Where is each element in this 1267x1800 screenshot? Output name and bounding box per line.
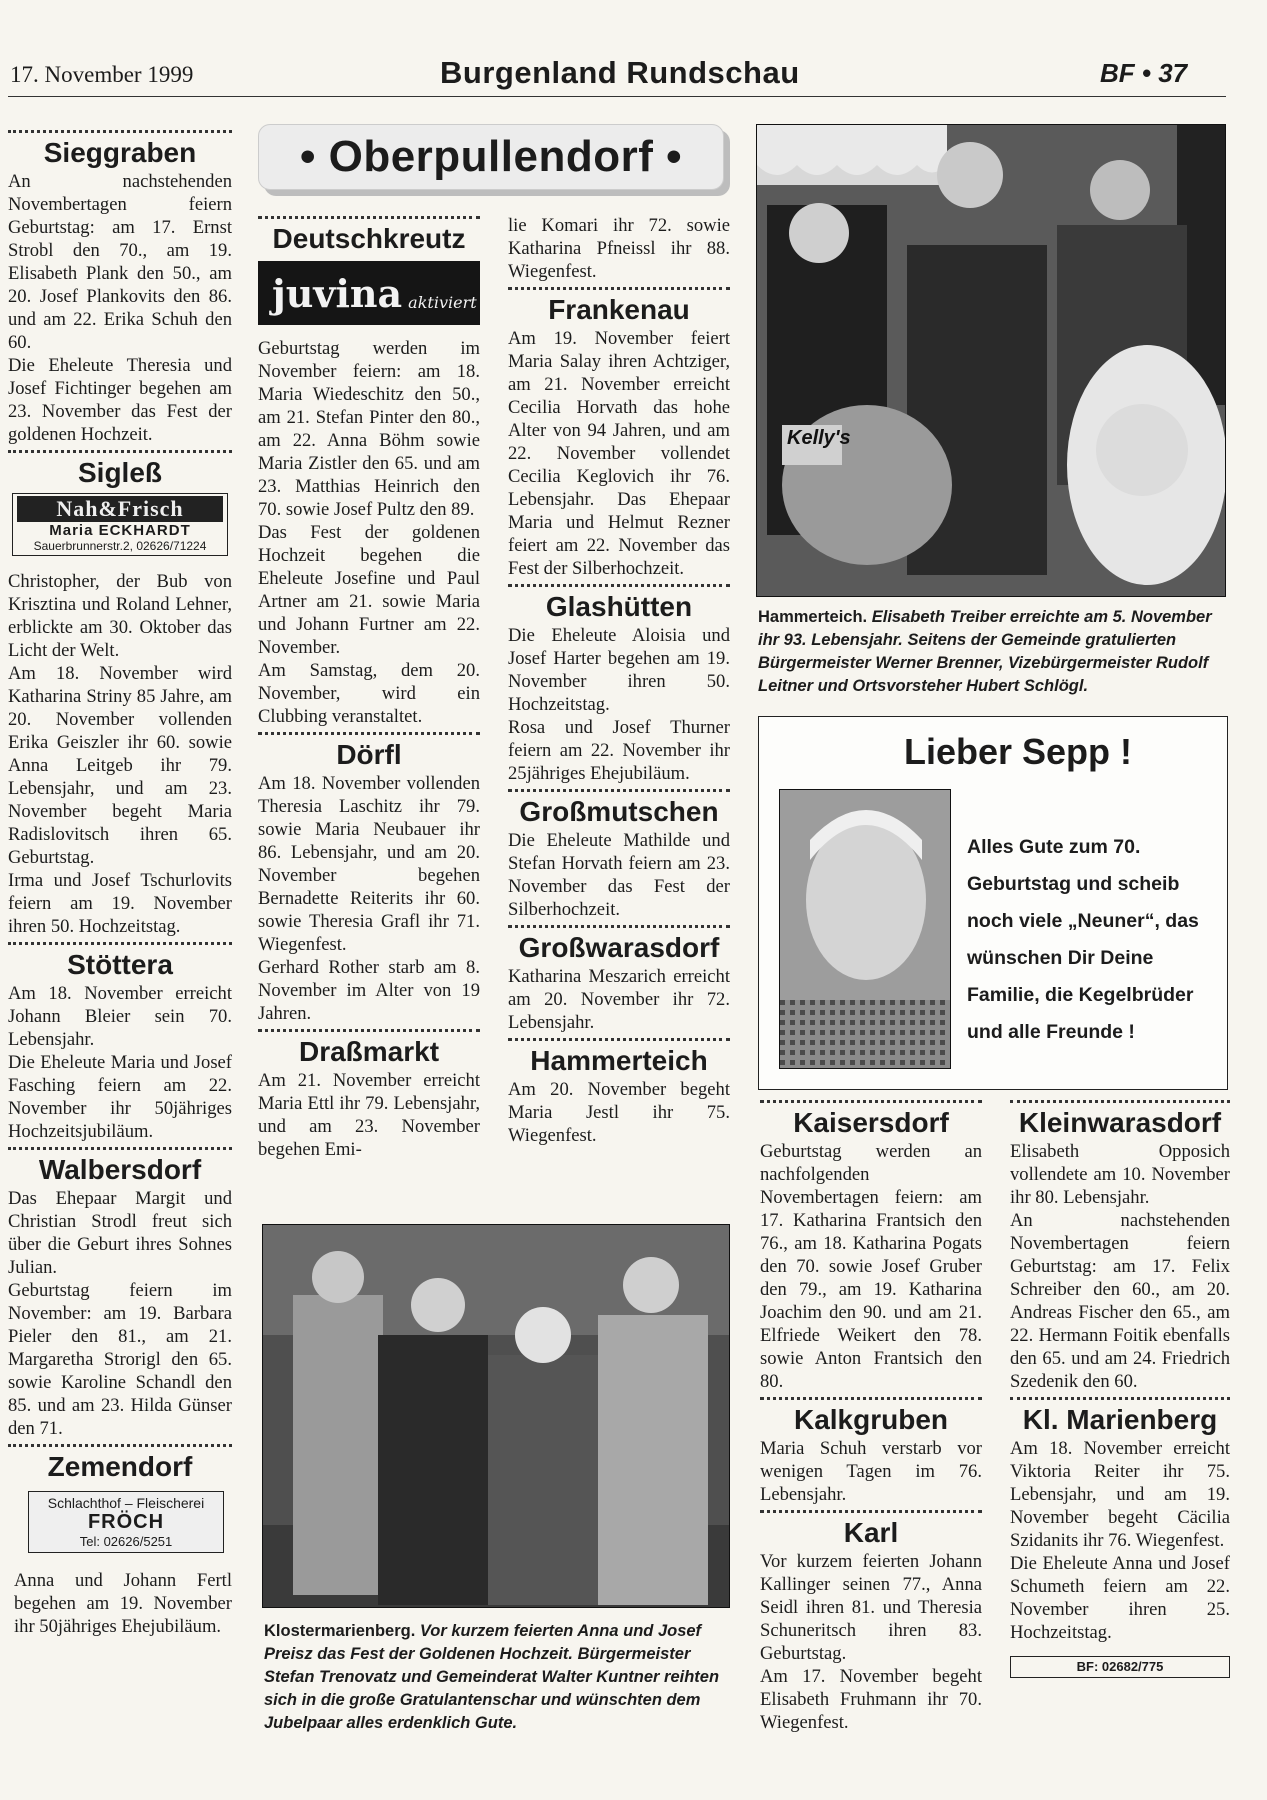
ad-nah-frisch (12, 493, 228, 556)
sepp-line-5: Familie, die Kegelbrüder (967, 984, 1194, 1006)
sepp-line-1: Alles Gute zum 70. (967, 836, 1141, 858)
sepp-line-3: noch viele „Neuner“, das (967, 910, 1199, 932)
heading-sieggraben: Sieggraben (43, 137, 197, 168)
text-stoettera-1: Am 18. November erreicht Johann Bleier sein 70. Lebensjahr. (8, 983, 232, 1050)
caption-klostermarienberg (264, 1620, 732, 1735)
divider (508, 287, 730, 290)
text-zemendorf-1: Anna und Johann Fertl begehen am 19. November ihr 50jähriges Ehejubiläum. (14, 1570, 232, 1637)
text-stoettera-2: Die Eheleute Maria und Josef Fasching feiern am 22. November ihr 50jähriges Hochzeitsjubiläum. (8, 1052, 232, 1142)
ad-lieber-sepp-message (967, 829, 1219, 1051)
ad-juvina (258, 261, 480, 325)
section-banner: • Oberpullendorf • (258, 124, 724, 190)
photo-hammerteich (756, 124, 1226, 597)
divider (258, 1029, 480, 1032)
caption-hammerteich-place: Hammerteich. (758, 608, 868, 626)
divider (760, 1397, 982, 1400)
divider (760, 1510, 982, 1513)
heading-frankenau: Frankenau (548, 294, 690, 325)
text-drassmarkt-1: Am 21. November erreicht Maria Ettl ihr 79. Lebensjahr, und am 23. November begehen Emi- (258, 1070, 480, 1160)
photo-klostermarienberg (262, 1224, 730, 1608)
heading-karl: Karl (843, 1517, 899, 1548)
text-hammerteich-1: Am 20. November begeht Maria Jestl ihr 75. Wiegenfest. (508, 1079, 730, 1146)
ad-froech-name: FRÖCH (87, 1511, 165, 1533)
page-number: BF • 37 (1100, 58, 1188, 88)
ad-code: BF: 02682/775 (1010, 1656, 1230, 1678)
text-doerfl-1: Am 18. November vollenden Theresia Laschitz ihr 79. sowie Maria Neubauer ihr 86. Lebensjahr, und am 20. November begehen Bernadette Reiterits ihr 60. sowie Theresia Grafl ihr 71. Wiegenfest. (258, 773, 480, 955)
text-doerfl-2: Gerhard Rother starb am 8. November im Alter von 19 Jahren. (258, 957, 480, 1024)
text-deutschkreutz-2: Das Fest der goldenen Hochzeit begehen die Eheleute Josefine und Paul Artner am 21. sowie Maria und Johann Furtner am 22. November. (258, 522, 480, 658)
ad-froech (28, 1491, 224, 1553)
column-5 (1010, 1096, 1230, 1678)
text-drassmarkt-cont: lie Komari ihr 72. sowie Katharina Pfneissl ihr 88. Wiegenfest. (508, 215, 730, 282)
column-2 (258, 212, 480, 1161)
text-glashuetten-1: Die Eheleute Aloisia und Josef Harter begehen am 19. November ihren 50. Hochzeitstag. (508, 625, 730, 715)
issue-date: 17. November 1999 (10, 62, 194, 87)
divider (508, 1038, 730, 1041)
ad-lieber-sepp (758, 716, 1228, 1090)
ad-juvina-logo: juvina (272, 270, 403, 316)
divider (1010, 1100, 1230, 1103)
text-sieggraben-2: Die Eheleute Theresia und Josef Fichtinger begehen am 23. November das Fest der goldenen Hochzeit. (8, 355, 232, 445)
text-sigless-2: Am 18. November wird Katharina Striny 85 Jahre, am 20. November vollenden Erika Geiszler ihr 60. sowie Anna Leitgeb ihr 79. Lebensjahr, und am 23. November begeht Maria Radislovitsch ihren 65. Geburtstag. (8, 663, 232, 868)
divider (8, 1444, 232, 1447)
text-sieggraben-1: An nachstehenden Novembertagen feiern Geburtstag: am 17. Ernst Strobl den 70., am 19. Elisabeth Plank den 50., am 20. Josef Plankovits den 86. und am 22. Erika Schuh den 60. (8, 171, 232, 353)
caption-hammerteich-text: Elisabeth Treiber erreichte am 5. November ihr 93. Lebensjahr. Seitens der Gemeinde gratulierten Bürgermeister Werner Brenner, Vizebürgermeister Rudolf Leitner und Ortsvorsteher Hubert Schlögl. (758, 608, 1212, 695)
text-grossmutschen-1: Die Eheleute Mathilde und Stefan Horvath feiern am 23. November das Fest der Silberhochzeit. (508, 830, 730, 920)
text-sigless-1: Christopher, der Bub von Krisztina und Roland Lehner, erblickte am 30. Oktober das Licht der Welt. (8, 571, 232, 661)
header-rule (8, 96, 1226, 97)
text-glashuetten-2: Rosa und Josef Thurner feiern am 22. November ihr 25jähriges Ehejubiläum. (508, 717, 730, 784)
heading-doerfl: Dörfl (336, 739, 402, 770)
divider (508, 584, 730, 587)
ad-nah-frisch-logo: Nah&Frisch (17, 496, 223, 522)
text-kleinwarasdorf-2: An nachstehenden Novembertagen feiern Geburtstag: am 17. Felix Schreiber den 60., am 20. Andreas Fischer den 65., am 22. Hermann Foitik ebenfalls den 65. und am 24. Friedrich Szedenik den 60. (1010, 1210, 1230, 1392)
sepp-line-2: Geburtstag und scheib (967, 873, 1180, 895)
divider (258, 216, 480, 219)
text-sigless-3: Irma und Josef Tschurlovits feiern am 19. November ihren 50. Hochzeitstag. (8, 870, 232, 937)
text-kleinwarasdorf-1: Elisabeth Opposich vollendete am 10. November ihr 80. Lebensjahr. (1010, 1141, 1230, 1208)
column-1 (8, 124, 232, 1638)
caption-klostermarienberg-place: Klostermarienberg. (264, 1622, 416, 1640)
newspaper-title: Burgenland Rundschau (440, 55, 800, 90)
divider (258, 732, 480, 735)
column-3 (508, 214, 730, 1147)
photo-hammerteich-illustration (757, 125, 1226, 597)
ad-nah-frisch-owner: Maria ECKHARDT (49, 522, 191, 539)
heading-deutschkreutz: Deutschkreutz (272, 223, 466, 254)
heading-walbersdorf: Walbersdorf (38, 1154, 202, 1185)
divider (508, 925, 730, 928)
divider (8, 942, 232, 945)
heading-sigless: Sigleß (77, 457, 162, 488)
basket-label: Kelly's (787, 427, 851, 449)
text-deutschkreutz-1: Geburtstag werden im November feiern: am 18. Maria Wiedeschitz den 50., am 21. Stefan Pinter den 80., am 22. Anna Böhm sowie Maria Zistler den 65. und am 23. Matthias Heinrich den 70. sowie Josef Pultz den 89. (258, 338, 480, 520)
ad-juvina-sub: aktiviert (408, 292, 477, 312)
divider (8, 130, 232, 133)
divider (508, 789, 730, 792)
ad-froech-line1: Schlachthof – Fleischerei (47, 1495, 205, 1511)
text-deutschkreutz-3: Am Samstag, dem 20. November, wird ein Clubbing veranstaltet. (258, 660, 480, 727)
text-grosswarasdorf-1: Katharina Meszarich erreicht am 20. November ihr 72. Lebensjahr. (508, 966, 730, 1033)
caption-klostermarienberg-text: Vor kurzem feierten Anna und Josef Preisz das Fest der Goldenen Hochzeit. Bürgermeister Stefan Trenovatz und Gemeinderat Walter Kuntner reihten sich in die große Gratulantenschar und wünschten dem Jubelpaar alles erdenklich Gute. (264, 1622, 720, 1732)
text-kalkgruben-1: Maria Schuh verstarb vor wenigen Tagen im 76. Lebensjahr. (760, 1438, 982, 1505)
caption-hammerteich (758, 606, 1226, 698)
text-kaisersdorf-1: Geburtstag werden an nachfolgenden Novembertagen feiern: am 17. Katharina Frantsich den 76., am 18. Katharina Pogats den 70. sowie Josef Gruber den 79., am 19. Katharina Joachim den 90. und am 21. Elfriede Weikert den 78. sowie Anton Frantsich den 80. (760, 1141, 982, 1392)
text-karl-2: Am 17. November begeht Elisabeth Fruhmann ihr 70. Wiegenfest. (760, 1666, 982, 1733)
text-kl-marienberg-2: Die Eheleute Anna und Josef Schumeth feiern am 22. November ihren 25. Hochzeitstag. (1010, 1553, 1230, 1643)
heading-grossmutschen: Großmutschen (519, 796, 719, 827)
heading-kalkgruben: Kalkgruben (793, 1404, 949, 1435)
sepp-line-4: wünschen Dir Deine (967, 947, 1154, 969)
text-kl-marienberg-1: Am 18. November erreicht Viktoria Reiter ihr 75. Lebensjahr, und am 19. November begeht Cäcilia Szidanits ihr 76. Wiegenfest. (1010, 1438, 1230, 1551)
heading-stoettera: Stöttera (67, 949, 173, 980)
divider (8, 1147, 232, 1150)
divider (1010, 1397, 1230, 1400)
text-walbersdorf-1: Das Ehepaar Margit und Christian Strodl freut sich über die Geburt ihres Sohnes Julian. (8, 1188, 232, 1278)
heading-grosswarasdorf: Großwarasdorf (518, 932, 720, 963)
portrait-illustration (780, 790, 951, 1069)
text-karl-1: Vor kurzem feierten Johann Kallinger seinen 77., Anna Seidl ihren 81. und Theresia Schuneritsch ihren 83. Geburtstag. (760, 1551, 982, 1664)
heading-glashuetten: Glashütten (545, 591, 693, 622)
ad-nah-frisch-address: Sauerbrunnerstr.2, 02626/71224 (33, 539, 207, 553)
column-4 (760, 1096, 982, 1734)
heading-zemendorf: Zemendorf (47, 1451, 193, 1482)
text-frankenau-1: Am 19. November feiert Maria Salay ihren Achtziger, am 21. November erreicht Cecilia Horvath das hohe Alter von 94 Jahren, und am 22. November vollendet Cecilia Keglovich ihr 76. Lebensjahr. Das Ehepaar Maria und Helmut Rezner feiert am 22. November das Fest der Silberhochzeit. (508, 328, 730, 579)
heading-drassmarkt: Draßmarkt (298, 1036, 440, 1067)
sepp-line-6: und alle Freunde ! (967, 1021, 1135, 1043)
heading-hammerteich: Hammerteich (530, 1045, 708, 1076)
heading-kleinwarasdorf: Kleinwarasdorf (1018, 1107, 1222, 1138)
photo-klostermarienberg-illustration (263, 1225, 730, 1608)
ad-lieber-sepp-portrait (779, 789, 951, 1069)
ad-froech-tel: Tel: 02626/5251 (79, 1534, 173, 1549)
heading-kl-marienberg: Kl. Marienberg (1022, 1404, 1218, 1435)
ad-lieber-sepp-title: Lieber Sepp ! (903, 731, 1133, 772)
divider (8, 450, 232, 453)
divider (760, 1100, 982, 1103)
text-walbersdorf-2: Geburtstag feiern im November: am 19. Barbara Pieler den 81., am 21. Margaretha Strorigl den 65. sowie Karoline Schandl den 85. und am 23. Hilda Günser den 71. (8, 1280, 232, 1439)
heading-kaisersdorf: Kaisersdorf (793, 1107, 949, 1138)
